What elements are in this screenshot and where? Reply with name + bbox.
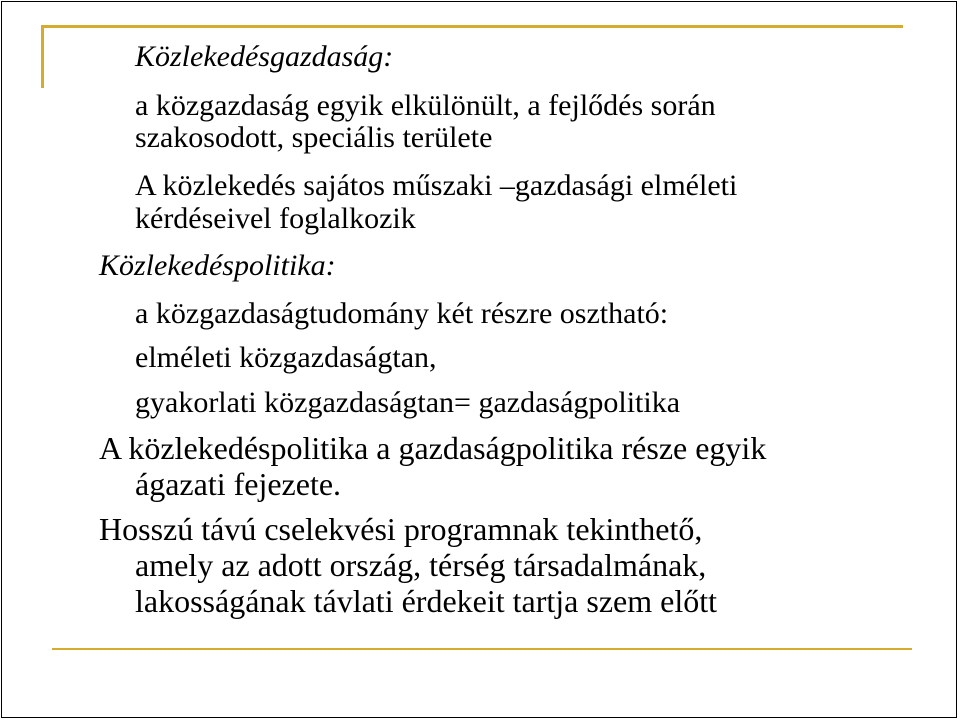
paragraph3-line1: A közlekedéspolitika a gazdaságpolitika része egyik <box>99 430 767 466</box>
paragraph4-line1: Hosszú távú cselekvési programnak tekinthető, <box>99 511 703 547</box>
paragraph2-line3: gyakorlati közgazdaságtan= gazdaságpolitika <box>135 386 681 419</box>
definition2-line2: kérdéseivel foglalkozik <box>135 202 416 235</box>
left-accent-line <box>41 25 44 88</box>
heading-kozlekedespolitika: Közlekedéspolitika: <box>99 249 336 282</box>
paragraph4-line2: amely az adott ország, térség társadalmának, <box>135 547 707 583</box>
paragraph4-line3: lakosságának távlati érdekeit tartja szem előtt <box>135 583 717 619</box>
paragraph2-line2: elméleti közgazdaságtan, <box>135 341 437 374</box>
top-accent-line <box>41 25 903 28</box>
definition1-line2: szakosodott, speciális területe <box>135 121 493 154</box>
definition2-line1: A közlekedés sajátos műszaki –gazdasági elméleti <box>135 169 738 202</box>
heading-kozlekedesgazdasag: Közlekedésgazdaság: <box>135 40 394 73</box>
paragraph2-line1: a közgazdaságtudomány két részre osztható: <box>135 297 669 330</box>
bottom-accent-line <box>52 648 912 650</box>
definition1-line1: a közgazdaság egyik elkülönült, a fejlődés során <box>135 89 716 122</box>
paragraph3-line2: ágazati fejezete. <box>135 466 342 502</box>
